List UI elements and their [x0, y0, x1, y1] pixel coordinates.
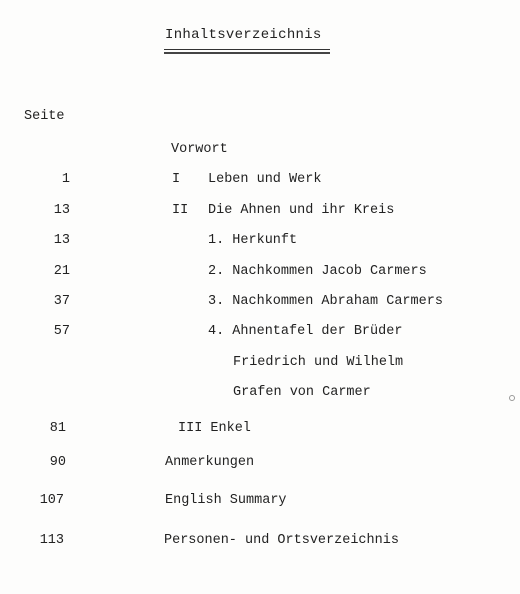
toc-page-number: 113	[39, 533, 64, 548]
title-underline	[164, 49, 330, 50]
toc-entry-anmerkungen: Anmerkungen	[165, 455, 255, 470]
page-column-header: Seite	[24, 109, 65, 124]
toc-page-number: 57	[53, 324, 70, 339]
toc-entry-enkel: III Enkel	[178, 421, 251, 436]
toc-entry-english-summary: English Summary	[165, 493, 287, 508]
toc-entry-die-ahnen: Die Ahnen und ihr Kreis	[208, 203, 395, 218]
toc-page-number: 107	[39, 493, 64, 508]
toc-page-number: 37	[53, 294, 70, 309]
toc-entry-nachkommen-abraham: 3. Nachkommen Abraham Carmers	[208, 294, 443, 309]
toc-page-number: 81	[49, 421, 66, 436]
toc-entry-continuation: Friedrich und Wilhelm	[233, 355, 404, 370]
toc-entry-register: Personen- und Ortsverzeichnis	[164, 533, 399, 548]
toc-entry-nachkommen-jacob: 2. Nachkommen Jacob Carmers	[208, 264, 427, 279]
title-underline-double	[164, 52, 330, 54]
toc-page-number: 21	[53, 264, 70, 279]
toc-entry-ahnentafel: 4. Ahnentafel der Brüder	[208, 324, 403, 339]
toc-entry-continuation: Grafen von Carmer	[233, 385, 371, 400]
toc-page-number: 13	[53, 233, 70, 248]
toc-entry-herkunft: 1. Herkunft	[208, 233, 298, 248]
toc-page-number: 90	[49, 455, 66, 470]
toc-entry-leben-und-werk: Leben und Werk	[208, 172, 322, 187]
paper-speck	[509, 395, 515, 401]
toc-chapter-numeral: II	[172, 203, 189, 218]
toc-entry-vorwort: Vorwort	[171, 142, 228, 157]
toc-page-number: 13	[53, 203, 70, 218]
toc-page-number: 1	[61, 172, 70, 187]
page-title: Inhaltsverzeichnis	[165, 27, 322, 43]
toc-chapter-numeral: I	[172, 172, 181, 187]
